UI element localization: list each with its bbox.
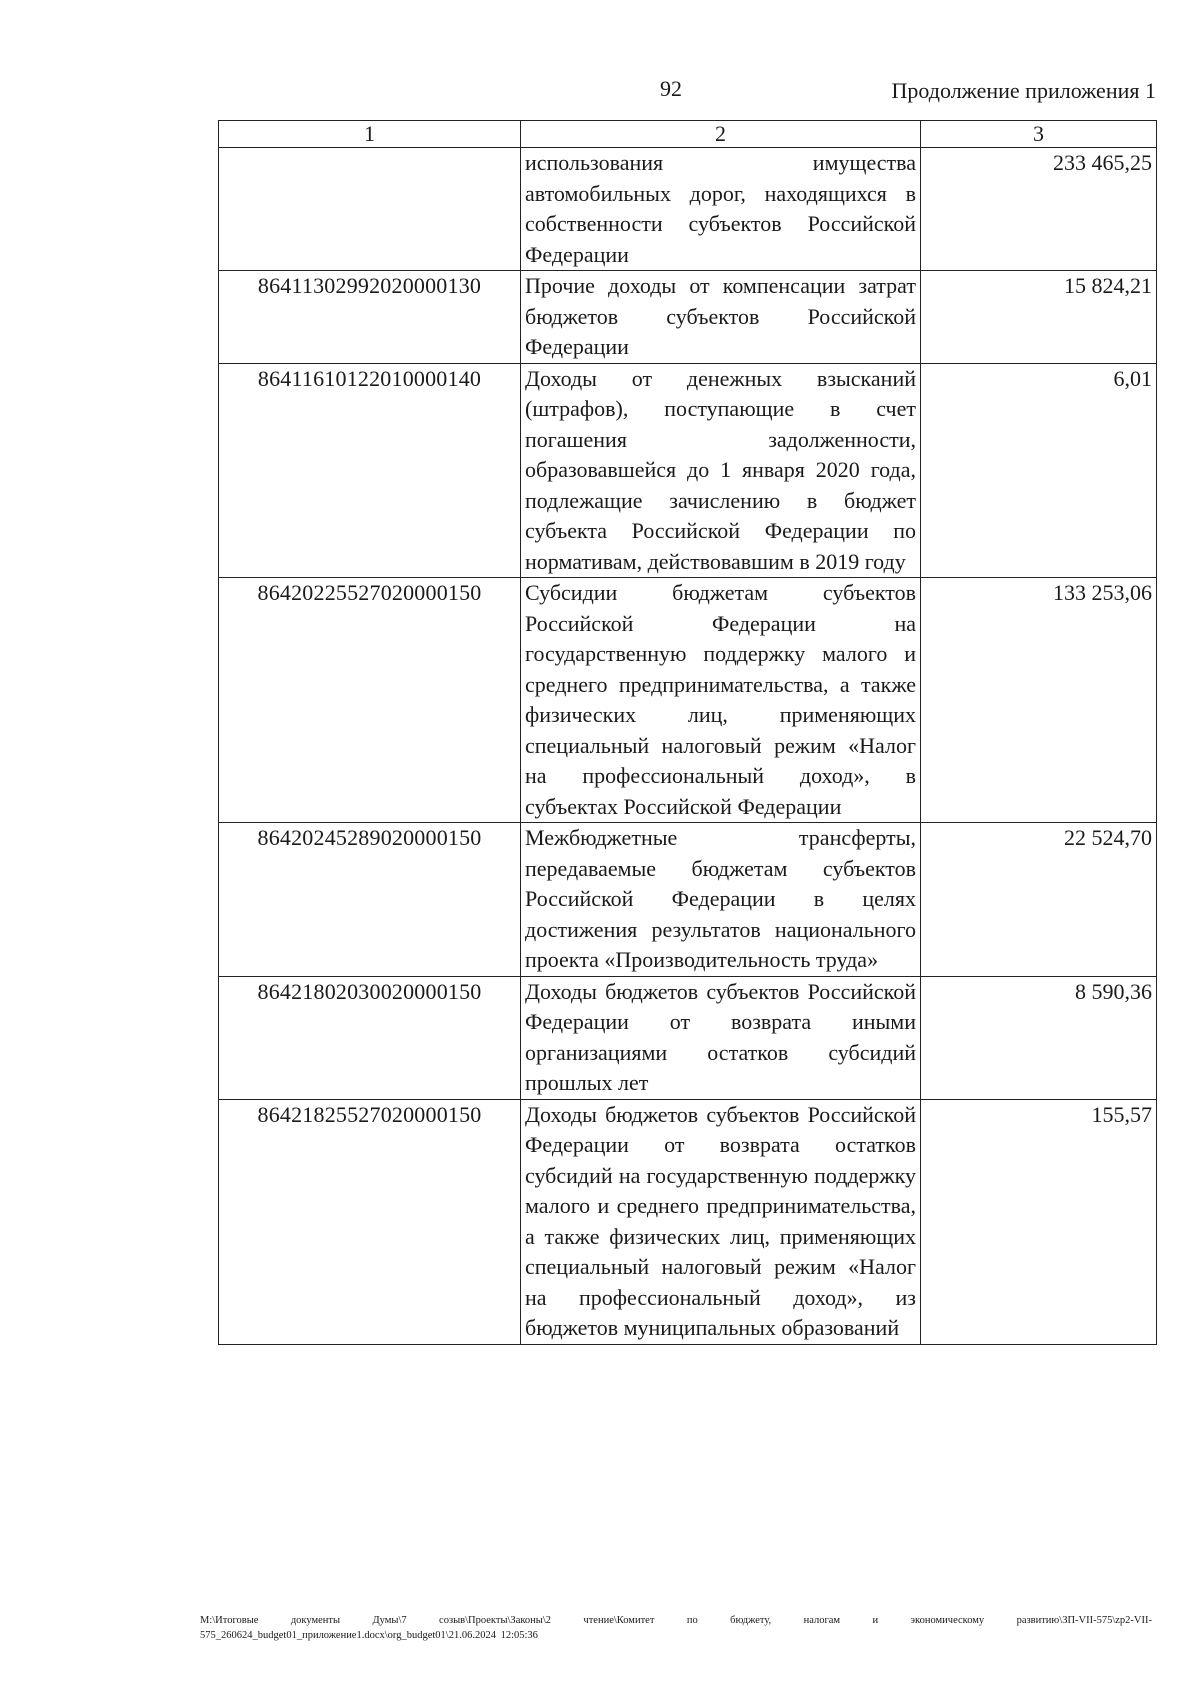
table-row	[219, 578, 1157, 823]
column-header-description: 2	[521, 121, 921, 148]
table-row	[219, 976, 1157, 1099]
row-code: 86421802030020000150	[219, 976, 521, 1099]
column-header-amount: 3	[921, 121, 1157, 148]
row-description: Доходы бюджетов субъектов Российской Федерации от возврата иными организациями остатков субсидий прошлых лет	[521, 976, 921, 1099]
row-description: использования имущества автомобильных дорог, находящихся в собственности субъектов Российской Федерации	[521, 148, 921, 271]
row-code: 86420245289020000150	[219, 823, 521, 977]
row-code	[219, 148, 521, 271]
row-amount: 155,57	[921, 1099, 1157, 1344]
page-number: 92	[660, 76, 682, 101]
continuation-label: Продолжение приложения 1	[891, 78, 1156, 103]
row-description: Доходы от денежных взысканий (штрафов), поступающие в счет погашения задолженности, образовавшейся до 1 января 2020 года, подлежащие зачислению в бюджет субъекта Российской Федерации по нормативам, действовавшим в 2019 году	[521, 363, 921, 578]
row-amount: 15 824,21	[921, 271, 1157, 364]
row-amount: 6,01	[921, 363, 1157, 578]
row-code: 86421825527020000150	[219, 1099, 521, 1344]
footer-file-path: М:\Итоговые документы Думы\7 созыв\Проекты\Законы\2 чтение\Комитет по бюджету, налогам и экономическому развитию\ЗП-VII-575\zp2-VII-575_260624_budget01_приложение1.docx\org_budget01\21.06.2024 12:05:36	[200, 1615, 1152, 1641]
table-row	[219, 148, 1157, 271]
row-code: 86411302992020000130	[219, 271, 521, 364]
row-code: 86420225527020000150	[219, 578, 521, 823]
row-amount: 8 590,36	[921, 976, 1157, 1099]
row-amount: 133 253,06	[921, 578, 1157, 823]
table-row	[219, 1099, 1157, 1344]
row-description: Межбюджетные трансферты, передаваемые бюджетам субъектов Российской Федерации в целях достижения результатов национального проекта «Производительность труда»	[521, 823, 921, 977]
budget-table	[218, 120, 1157, 1345]
row-amount: 22 524,70	[921, 823, 1157, 977]
table-row	[219, 271, 1157, 364]
table-header-row	[219, 121, 1157, 148]
row-description: Прочие доходы от компенсации затрат бюджетов субъектов Российской Федерации	[521, 271, 921, 364]
row-description: Доходы бюджетов субъектов Российской Федерации от возврата остатков субсидий на государственную поддержку малого и среднего предпринимательства, а также физических лиц, применяющих специальный налоговый режим «Налог на профессиональный доход», из бюджетов муниципальных образований	[521, 1099, 921, 1344]
table-row	[219, 363, 1157, 578]
row-code: 86411610122010000140	[219, 363, 521, 578]
row-description: Субсидии бюджетам субъектов Российской Федерации на государственную поддержку малого и среднего предпринимательства, а также физических лиц, применяющих специальный налоговый режим «Налог на профессиональный доход», в субъектах Российской Федерации	[521, 578, 921, 823]
column-header-code: 1	[219, 121, 521, 148]
row-amount: 233 465,25	[921, 148, 1157, 271]
table-row	[219, 823, 1157, 977]
